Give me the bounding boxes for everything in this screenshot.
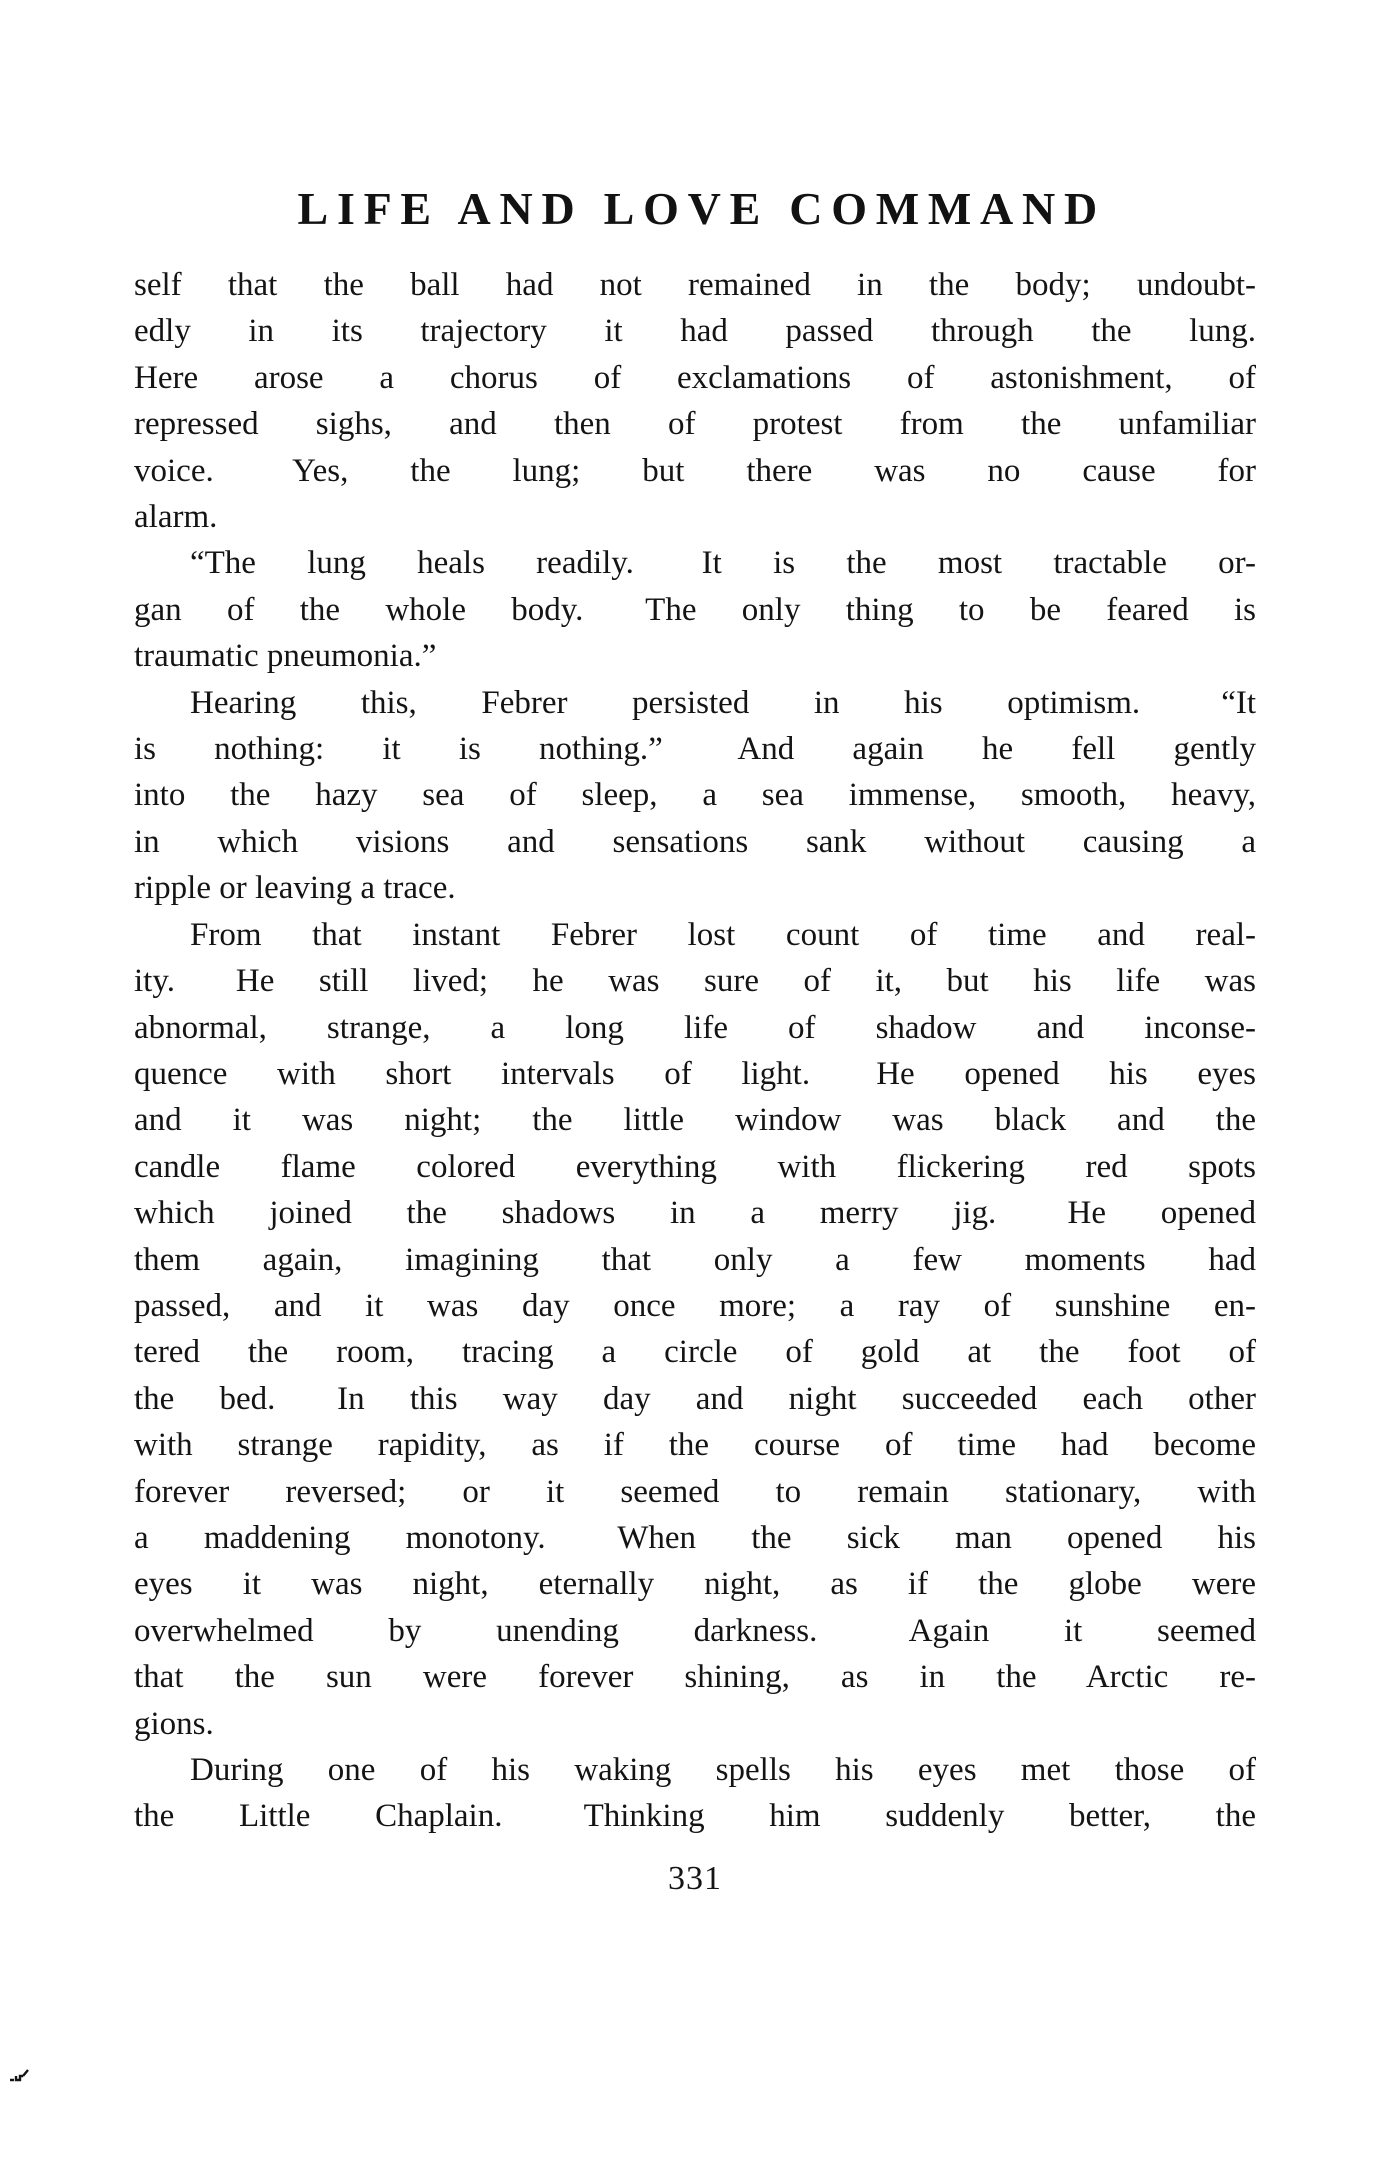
body-paragraphs	[134, 262, 1256, 1840]
text-line: a maddening monotony. When the sick man opened his	[134, 1519, 1256, 1556]
text-line: “The lung heals readily. It is the most tractable or-	[190, 545, 1256, 582]
page-text	[134, 262, 1256, 1902]
running-head-title: LIFE AND LOVE COMMAND	[297, 183, 1106, 234]
text-line: forever reversed; or it seemed to remain stationary, with	[134, 1473, 1256, 1510]
text-line: abnormal, strange, a long life of shadow and inconse-	[134, 1009, 1256, 1046]
scan-artifact-mark	[8, 2058, 32, 2084]
text-line: ity. He still lived; he was sure of it, but his life was	[134, 963, 1256, 1000]
text-line: which joined the shadows in a merry jig. He opened	[134, 1195, 1256, 1232]
text-line: eyes it was night, eternally night, as if the globe were	[134, 1566, 1256, 1603]
text-line: the Little Chaplain. Thinking him suddenly better, the	[134, 1798, 1256, 1835]
text-line: them again, imagining that only a few moments had	[134, 1241, 1256, 1278]
text-line: gions.	[134, 1705, 214, 1742]
text-line: tered the room, tracing a circle of gold at the foot of	[134, 1334, 1256, 1371]
text-line: During one of his waking spells his eyes met those of	[190, 1752, 1256, 1788]
text-line: passed, and it was day once more; a ray of sunshine en-	[134, 1287, 1256, 1324]
text-line: into the hazy sea of sleep, a sea immense, smooth, heavy,	[134, 777, 1256, 814]
text-line: gan of the whole body. The only thing to be feared is	[134, 591, 1256, 628]
text-line: with strange rapidity, as if the course of time had become	[134, 1427, 1256, 1464]
text-line: quence with short intervals of light. He opened his eyes	[134, 1055, 1256, 1092]
page-number: 331	[668, 1859, 722, 1897]
text-line: traumatic pneumonia.”	[134, 638, 437, 675]
text-line: voice. Yes, the lung; but there was no cause for	[134, 452, 1256, 489]
text-line: overwhelmed by unending darkness. Again it seemed	[134, 1612, 1256, 1649]
text-line: repressed sighs, and then of protest from the unfamiliar	[134, 406, 1256, 443]
text-line: self that the ball had not remained in the body; undoubt-	[134, 267, 1256, 303]
text-line: candle flame colored everything with flickering red spots	[134, 1148, 1256, 1185]
text-line: the bed. In this way day and night succeeded each other	[134, 1380, 1256, 1417]
text-line: that the sun were forever shining, as in the Arctic re-	[134, 1659, 1256, 1696]
text-line: and it was night; the little window was black and the	[134, 1102, 1256, 1139]
text-line: ripple or leaving a trace.	[134, 870, 456, 907]
text-line: Here arose a chorus of exclamations of astonishment, of	[134, 359, 1256, 396]
text-line: Hearing this, Febrer persisted in his optimism. “It	[190, 684, 1256, 721]
text-line: alarm.	[134, 499, 218, 536]
text-line: From that instant Febrer lost count of time and real-	[190, 916, 1256, 953]
text-line: is nothing: it is nothing.” And again he fell gently	[134, 731, 1256, 768]
text-line: edly in its trajectory it had passed through the lung.	[134, 313, 1256, 350]
text-line: in which visions and sensations sank without causing a	[134, 823, 1256, 860]
